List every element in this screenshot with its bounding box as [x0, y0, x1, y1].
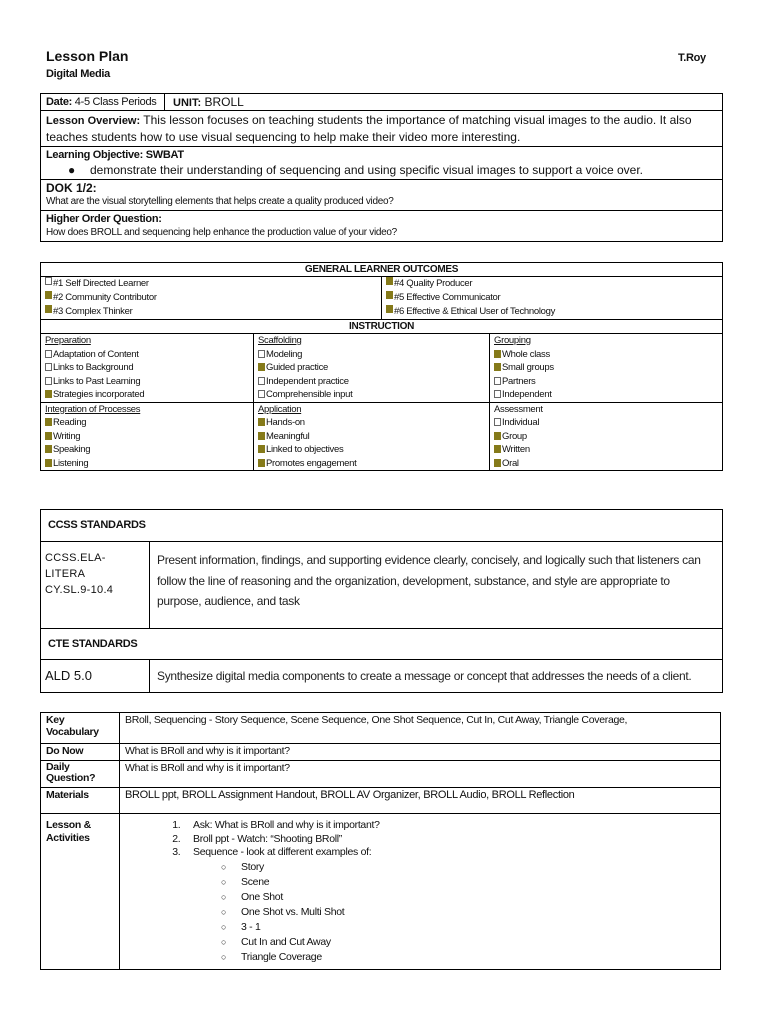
materials-label: Materials: [41, 788, 120, 814]
lesson-activities-label: Lesson & Activities: [41, 814, 120, 970]
integration-item: [45, 430, 253, 444]
table-row: [41, 814, 721, 970]
scaffold-item: [258, 388, 489, 402]
checkbox-checked-icon: [386, 305, 393, 313]
assessment-head: Assessment: [494, 403, 543, 415]
checkbox-checked-icon: [494, 445, 501, 453]
dok-row: [41, 179, 722, 210]
unit-value: BROLL: [204, 95, 244, 109]
scaffold-item: [258, 375, 489, 389]
application-item: [258, 416, 489, 430]
sub-steps-list: [193, 860, 715, 965]
assessment-label: Group: [502, 430, 527, 442]
document-subtitle: Digital Media: [46, 68, 110, 80]
daily-question-text: What is BRoll and why is it important?: [120, 761, 721, 788]
checkbox-checked-icon: [386, 277, 393, 285]
checkbox-checked-icon: [45, 305, 52, 313]
application-label: Meaningful: [266, 430, 310, 442]
do-now-label: Do Now: [41, 744, 120, 761]
prep-item: [45, 348, 253, 362]
application-item: [258, 443, 489, 457]
checkbox-checked-icon: [45, 432, 52, 440]
unit-label: UNIT:: [173, 97, 202, 109]
checkbox-checked-icon: [386, 291, 393, 299]
checkbox-icon: [258, 377, 265, 385]
glo-item-label: #6 Effective & Ethical User of Technology: [394, 306, 556, 317]
list-item: ○ Scene: [221, 875, 715, 890]
glo-left-column: [41, 277, 381, 319]
integration-label: Writing: [53, 430, 81, 442]
prep-label: Links to Past Learning: [53, 375, 141, 387]
checkbox-checked-icon: [258, 445, 265, 453]
list-item: ○ Story: [221, 860, 715, 875]
list-item: [183, 846, 715, 965]
glo-item-5: [382, 291, 555, 305]
assessment-label: Oral: [502, 457, 519, 469]
date-value: 4-5 Class Periods: [74, 96, 157, 108]
bullet-icon: ●: [68, 163, 76, 177]
checkbox-checked-icon: [494, 363, 501, 371]
cte-head: CTE STANDARDS: [41, 629, 722, 660]
objective-label: Learning Objective: SWBAT: [46, 149, 184, 161]
key-vocab-text: BRoll, Sequencing - Story Sequence, Scene Sequence, One Shot Sequence, Cut In, Cut Away, Triangle Coverage,: [120, 713, 721, 744]
prep-label: Strategies incorporated: [53, 389, 145, 400]
glo-item-3: [41, 305, 381, 319]
prep-item: [45, 361, 253, 375]
dok-text: What are the visual storytelling elements that helps create a quality produced video?: [46, 196, 394, 207]
cte-code: ALD 5.0: [41, 660, 150, 692]
glo-item-6: [382, 305, 555, 319]
integration-column: [41, 403, 253, 471]
hoq-row: [41, 210, 722, 241]
checkbox-checked-icon: [45, 418, 52, 426]
glo-item-label: #4 Quality Producer: [394, 278, 473, 289]
table-row: [41, 744, 721, 761]
assessment-item: [494, 430, 722, 444]
ccss-row: [41, 542, 722, 629]
document-title: Lesson Plan: [46, 48, 129, 64]
hoq-text: How does BROLL and sequencing help enhance the production value of your video?: [46, 227, 397, 238]
checkbox-checked-icon: [45, 445, 52, 453]
glo-item-1: [41, 277, 381, 291]
checkbox-icon: [494, 418, 501, 426]
ccss-code-line-1: CCSS.ELA-LITERA: [45, 552, 106, 580]
checkbox-checked-icon: [45, 390, 52, 398]
glo-item-label: #5 Effective Communicator: [394, 292, 501, 303]
unit-cell: [165, 94, 252, 110]
glo-right-column: [381, 277, 555, 319]
do-now-text: What is BRoll and why is it important?: [120, 744, 721, 761]
assessment-label: Written: [502, 444, 530, 455]
date-unit-row: [41, 94, 722, 110]
checkbox-checked-icon: [258, 418, 265, 426]
grouping-item: [494, 375, 722, 389]
assessment-item: [494, 443, 722, 457]
standards-table: [40, 509, 723, 693]
grouping-label: Whole class: [502, 348, 550, 360]
cte-text: Synthesize digital media components to create a message or concept that addresses the needs of a client.: [157, 669, 692, 683]
integration-item: [45, 416, 253, 430]
scaffold-item: [258, 348, 489, 362]
ccss-code-line-2: CY.SL.9-10.4: [45, 584, 114, 596]
checkbox-checked-icon: [258, 363, 265, 371]
learner-outcomes-table: [40, 262, 723, 471]
preparation-column: [41, 334, 253, 402]
checkbox-checked-icon: [494, 350, 501, 358]
checkbox-checked-icon: [494, 432, 501, 440]
overview-row: [41, 110, 722, 146]
checkbox-checked-icon: [494, 459, 501, 467]
checkbox-icon: [45, 377, 52, 385]
glo-item-2: [41, 291, 381, 305]
checkbox-icon: [45, 350, 52, 358]
list-item: ○ One Shot: [221, 890, 715, 905]
application-label: Hands-on: [266, 417, 305, 428]
application-label: Promotes engagement: [266, 457, 357, 469]
application-item: [258, 430, 489, 444]
prep-label: Adaptation of Content: [53, 348, 139, 360]
assessment-label: Individual: [502, 417, 540, 428]
application-item: [258, 457, 489, 471]
prep-item: [45, 388, 253, 402]
date-cell: [41, 94, 165, 110]
scaffold-label: Modeling: [266, 348, 303, 360]
scaffold-label: Independent practice: [266, 375, 349, 387]
step-text: Sequence - look at different examples of:: [193, 846, 372, 858]
grouping-label: Small groups: [502, 362, 554, 373]
integration-head: Integration of Processes: [45, 403, 141, 415]
list-item: ○ Triangle Coverage: [221, 950, 715, 965]
checkbox-icon: [258, 350, 265, 358]
ccss-code: [41, 542, 150, 628]
checkbox-icon: [45, 363, 52, 371]
vocab-table: [40, 712, 721, 970]
scaffolding-column: [253, 334, 489, 402]
hoq-label: Higher Order Question:: [46, 213, 162, 225]
dok-label: DOK 1/2:: [46, 181, 97, 195]
grouping-label: Partners: [502, 375, 536, 387]
overview-text: This lesson focuses on teaching students the importance of matching visual images to the audio. It also teaches students how to use visual sequencing to help make their video more interesting.: [46, 113, 692, 144]
instruction-row-1: [41, 334, 722, 402]
checkbox-icon: [258, 390, 265, 398]
instruction-title: INSTRUCTION: [41, 319, 722, 334]
integration-label: Speaking: [53, 444, 91, 455]
grouping-item: [494, 361, 722, 375]
glo-title: GENERAL LEARNER OUTCOMES: [41, 263, 722, 277]
grouping-head: Grouping: [494, 335, 531, 346]
checkbox-checked-icon: [258, 432, 265, 440]
steps-list: [125, 819, 715, 965]
assessment-item: [494, 416, 722, 430]
ccss-head: CCSS STANDARDS: [41, 510, 722, 542]
objective-row: [41, 146, 722, 179]
table-row: [41, 761, 721, 788]
date-label: Date:: [46, 96, 73, 108]
author-name: T.Roy: [678, 52, 706, 64]
checkbox-icon: [494, 390, 501, 398]
checkbox-checked-icon: [45, 459, 52, 467]
integration-label: Reading: [53, 417, 87, 428]
prep-label: Links to Background: [53, 362, 134, 373]
glo-item-4: [382, 277, 555, 291]
scaffold-item: [258, 361, 489, 375]
lesson-activities-content: [120, 814, 721, 970]
glo-grid: [41, 277, 722, 319]
application-head: Application: [258, 403, 302, 415]
key-vocab-label: Key Vocabulary: [41, 713, 120, 744]
assessment-column: [489, 403, 722, 471]
grouping-item: [494, 348, 722, 362]
overview-label: Lesson Overview:: [46, 115, 141, 127]
grouping-item: [494, 388, 722, 402]
ccss-text: Present information, findings, and supporting evidence clearly, concisely, and logically such that listeners can follow the line of reasoning and the organization, development, substance, and style are appropriate to purpose, audience, and task: [157, 553, 701, 608]
assessment-item: [494, 457, 722, 471]
application-label: Linked to objectives: [266, 444, 344, 455]
glo-item-label: #3 Complex Thinker: [53, 306, 133, 317]
objective-bullet: [46, 162, 717, 178]
preparation-head: Preparation: [45, 335, 91, 346]
table-row: [41, 788, 721, 814]
list-item: 1. Ask: What is BRoll and why is it important?: [183, 819, 715, 833]
checkbox-checked-icon: [258, 459, 265, 467]
list-item: 2. Broll ppt - Watch: “Shooting BRoll”: [183, 833, 715, 847]
materials-text: BROLL ppt, BROLL Assignment Handout, BROLL AV Organizer, BROLL Audio, BROLL Reflection: [120, 788, 721, 814]
daily-question-label: Daily Question?: [41, 761, 120, 788]
grouping-label: Independent: [502, 389, 552, 400]
integration-item: [45, 457, 253, 471]
list-item: ○ 3 - 1: [221, 920, 715, 935]
integration-label: Listening: [53, 457, 89, 469]
glo-item-label: #2 Community Contributor: [53, 292, 157, 303]
lesson-info-box: [40, 93, 723, 242]
instruction-row-2: [41, 402, 722, 471]
scaffold-label: Comprehensible input: [266, 389, 353, 400]
scaffold-label: Guided practice: [266, 362, 329, 373]
checkbox-icon: [494, 377, 501, 385]
objective-bullet-text: demonstrate their understanding of sequencing and using specific visual images to support a voice over.: [90, 163, 643, 177]
checkbox-icon: [45, 277, 52, 285]
list-item: ○ Cut In and Cut Away: [221, 935, 715, 950]
grouping-column: [489, 334, 722, 402]
list-item: ○ One Shot vs. Multi Shot: [221, 905, 715, 920]
glo-item-label: #1 Self Directed Learner: [53, 278, 149, 289]
application-column: [253, 403, 489, 471]
integration-item: [45, 443, 253, 457]
prep-item: [45, 375, 253, 389]
cte-row: [41, 660, 722, 692]
table-row: [41, 713, 721, 744]
scaffolding-head: Scaffolding: [258, 335, 302, 346]
checkbox-checked-icon: [45, 291, 52, 299]
